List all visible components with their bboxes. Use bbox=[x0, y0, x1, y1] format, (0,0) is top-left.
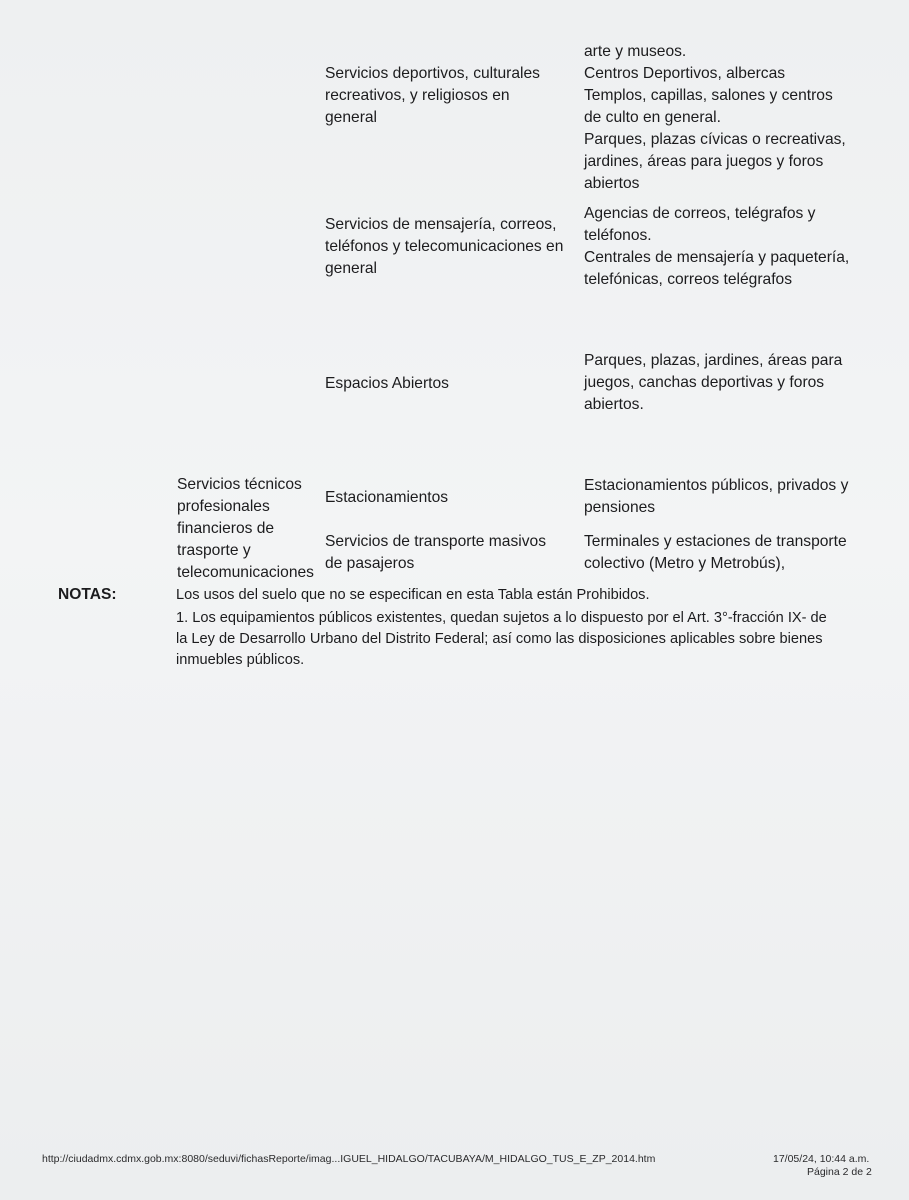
details-espacios-abiertos: Parques, plazas, jardines, áreas para juegos, canchas deportivas y foros abiertos. bbox=[584, 352, 843, 413]
footer-url: http://ciudadmx.cdmx.gob.mx:8080/seduvi/fichasReporte/imag...IGUEL_HIDALGO/TACUBAYA/M_HIDALGO_TUS_E_ZP_2014.htm bbox=[42, 1153, 656, 1165]
footer-timestamp: 17/05/24, 10:44 a.m. bbox=[773, 1153, 870, 1165]
subcategory-mensajeria: Servicios de mensajería, correos, teléfonos y telecomunicaciones en general bbox=[325, 216, 564, 277]
notes-label: NOTAS: bbox=[58, 586, 117, 603]
note-1-line-2: la Ley de Desarrollo Urbano del Distrito Federal; así como las disposiciones aplicables sobre bienes bbox=[176, 631, 823, 647]
subcategory-deportivos: Servicios deportivos, culturales recreativos, y religiosos en general bbox=[325, 65, 540, 126]
details-estacionamientos: Estacionamientos públicos, privados y pensiones bbox=[584, 477, 849, 516]
note-1-line-3: inmuebles públicos. bbox=[176, 652, 305, 668]
note-prohibidos: Los usos del suelo que no se especifican en esta Tabla están Prohibidos. bbox=[176, 587, 650, 603]
category-servicios-tecnicos: Servicios técnicos profesionales financieros de trasporte y telecomunicaciones bbox=[177, 476, 314, 581]
subcategory-transporte-masivo: Servicios de transporte masivos de pasajeros bbox=[325, 533, 547, 572]
subcategory-espacios-abiertos: Espacios Abiertos bbox=[325, 375, 449, 392]
note-1-line-1: 1. Los equipamientos públicos existentes, quedan sujetos a lo dispuesto por el Art. 3°-fracción IX- de bbox=[176, 610, 827, 626]
footer-page-number: Página 2 de 2 bbox=[807, 1166, 872, 1178]
details-transporte-masivo: Terminales y estaciones de transporte colectivo (Metro y Metrobús), bbox=[584, 533, 847, 572]
details-mensajeria: Agencias de correos, telégrafos y teléfonos. Centrales de mensajería y paquetería, telefónicas, correos telégrafos bbox=[584, 205, 850, 288]
details-deportivos: arte y museos. Centros Deportivos, albercas Templos, capillas, salones y centros de culto en general. Parques, plazas cívicas o recreativas, jardines, áreas para juegos y foros abiertos bbox=[584, 43, 846, 192]
subcategory-estacionamientos: Estacionamientos bbox=[325, 489, 449, 506]
